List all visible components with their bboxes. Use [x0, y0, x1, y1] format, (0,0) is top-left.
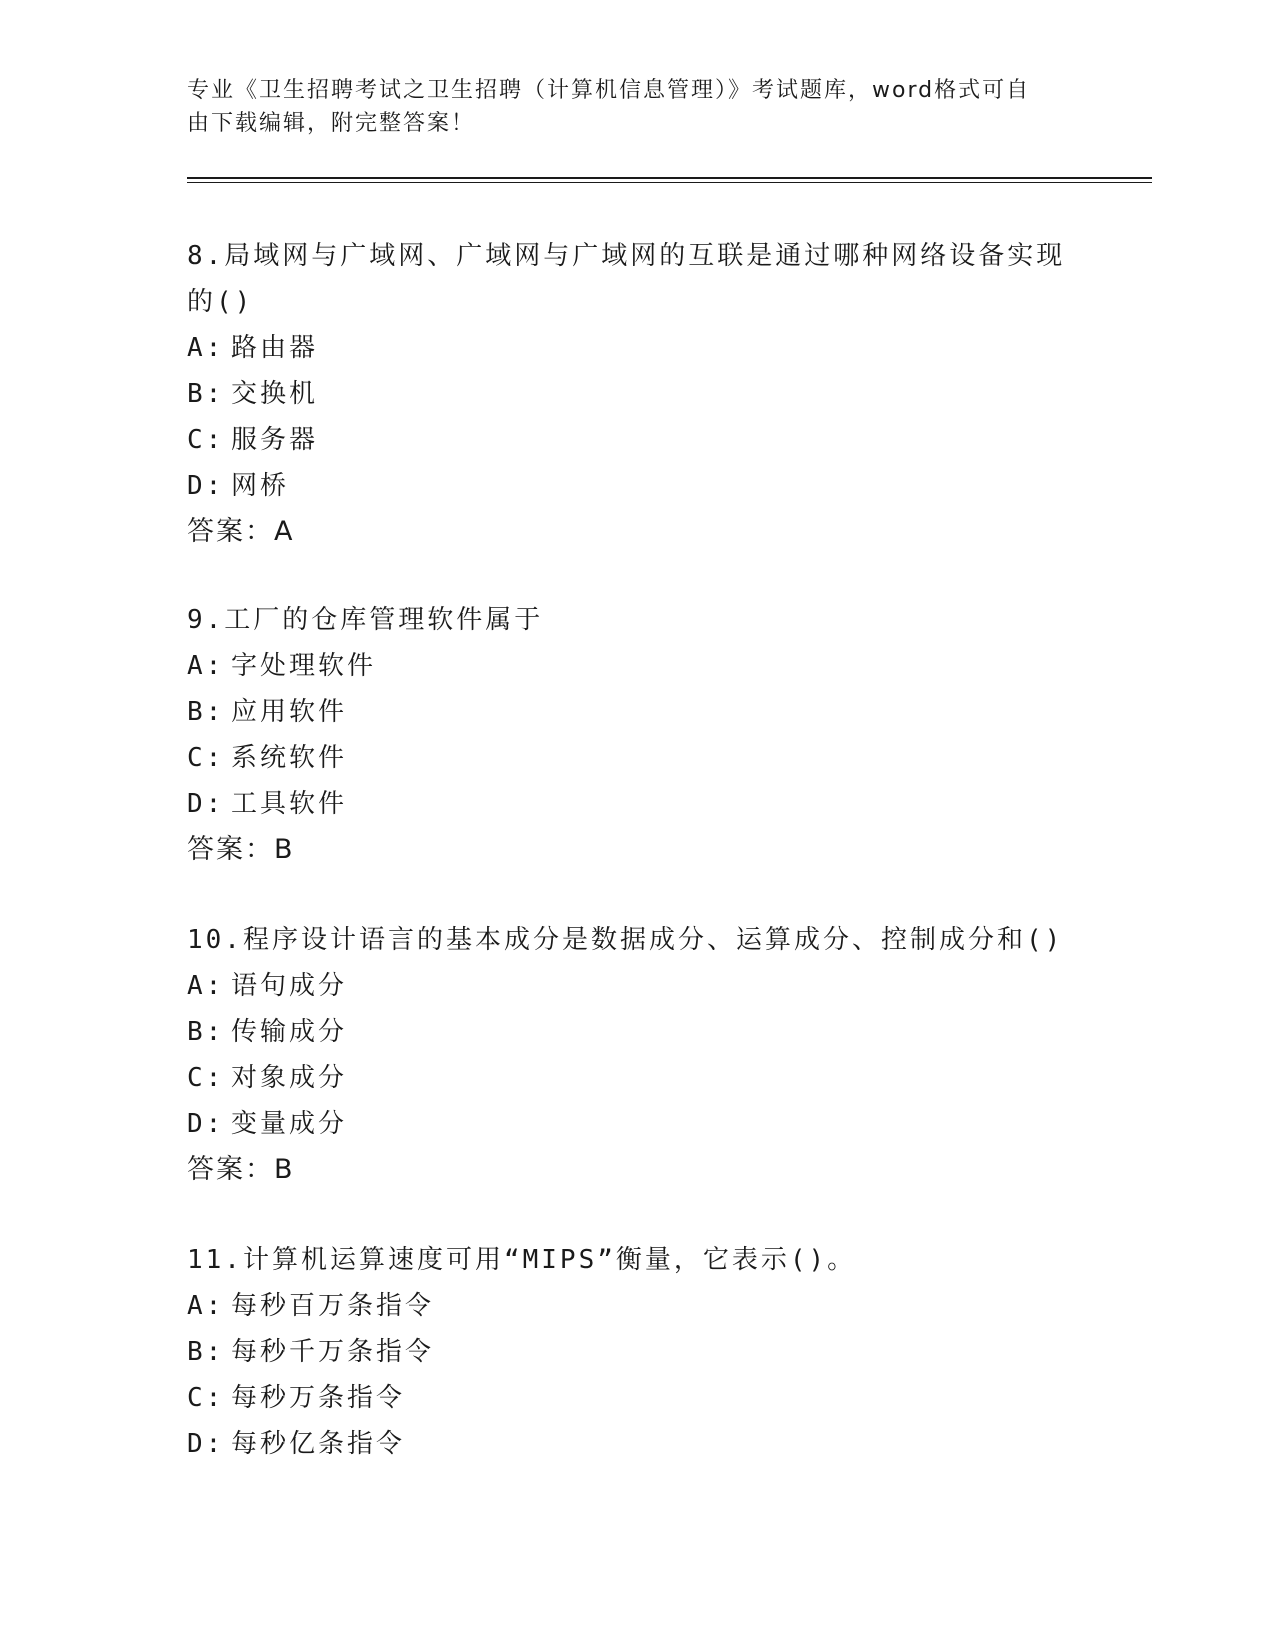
- option-letter: D:: [187, 1429, 225, 1459]
- option-letter: A:: [187, 1291, 225, 1321]
- option-text: 网桥: [231, 471, 290, 501]
- option-d: [187, 463, 1087, 509]
- header-divider-thick: [187, 177, 1152, 179]
- option-text: 对象成分: [231, 1063, 348, 1093]
- option-letter: D:: [187, 789, 225, 819]
- question-stem: 9.工厂的仓库管理软件属于: [187, 605, 544, 635]
- option-text: 传输成分: [231, 1017, 348, 1047]
- question-stem-continued: 的(): [187, 287, 254, 317]
- option-c: [187, 417, 1087, 463]
- answer-key: 答案：A: [187, 516, 295, 547]
- option-a: [187, 325, 1087, 371]
- answer-key: 答案：B: [187, 1154, 295, 1185]
- option-letter: C:: [187, 1063, 225, 1093]
- option-letter: D:: [187, 1109, 225, 1139]
- option-text: 系统软件: [231, 743, 348, 773]
- option-a: [187, 963, 1087, 1009]
- option-text: 每秒万条指令: [231, 1383, 406, 1413]
- option-c: [187, 1375, 1087, 1421]
- option-text: 应用软件: [231, 697, 348, 727]
- option-d: [187, 1101, 1087, 1147]
- option-c: [187, 735, 1087, 781]
- question-stem: 11.计算机运算速度可用“MIPS”衡量，它表示()。: [187, 1245, 857, 1275]
- option-b: [187, 1009, 1087, 1055]
- option-letter: C:: [187, 425, 225, 455]
- option-text: 路由器: [231, 333, 319, 363]
- header-line-2: 由下载编辑，附完整答案！: [187, 111, 476, 136]
- option-text: 字处理软件: [231, 651, 377, 681]
- question-8: [187, 233, 1087, 555]
- option-text: 每秒亿条指令: [231, 1429, 406, 1459]
- option-letter: B:: [187, 379, 225, 409]
- question-9: [187, 597, 1087, 873]
- option-b: [187, 371, 1087, 417]
- header-divider-thin: [187, 182, 1152, 183]
- option-letter: B:: [187, 697, 225, 727]
- option-letter: D:: [187, 471, 225, 501]
- option-letter: B:: [187, 1337, 225, 1367]
- question-11: [187, 1237, 1087, 1467]
- option-b: [187, 689, 1087, 735]
- option-text: 每秒百万条指令: [231, 1291, 435, 1321]
- option-letter: C:: [187, 743, 225, 773]
- option-a: [187, 1283, 1087, 1329]
- option-letter: A:: [187, 333, 225, 363]
- option-text: 变量成分: [231, 1109, 348, 1139]
- option-letter: B:: [187, 1017, 225, 1047]
- option-a: [187, 643, 1087, 689]
- option-c: [187, 1055, 1087, 1101]
- question-10: [187, 917, 1087, 1193]
- option-letter: C:: [187, 1383, 225, 1413]
- question-stem: 8.局域网与广域网、广域网与广域网的互联是通过哪种网络设备实现: [187, 241, 1066, 271]
- question-stem: 10.程序设计语言的基本成分是数据成分、运算成分、控制成分和(): [187, 925, 1064, 955]
- option-text: 每秒千万条指令: [231, 1337, 435, 1367]
- option-b: [187, 1329, 1087, 1375]
- header-line-1: 专业《卫生招聘考试之卫生招聘（计算机信息管理）》考试题库，word格式可自: [187, 78, 1031, 103]
- option-text: 服务器: [231, 425, 319, 455]
- option-text: 语句成分: [231, 971, 348, 1001]
- answer-key: 答案：B: [187, 834, 295, 865]
- option-text: 交换机: [231, 379, 319, 409]
- option-text: 工具软件: [231, 789, 348, 819]
- option-d: [187, 781, 1087, 827]
- document-header: [187, 74, 1067, 140]
- option-letter: A:: [187, 651, 225, 681]
- option-letter: A:: [187, 971, 225, 1001]
- option-d: [187, 1421, 1087, 1467]
